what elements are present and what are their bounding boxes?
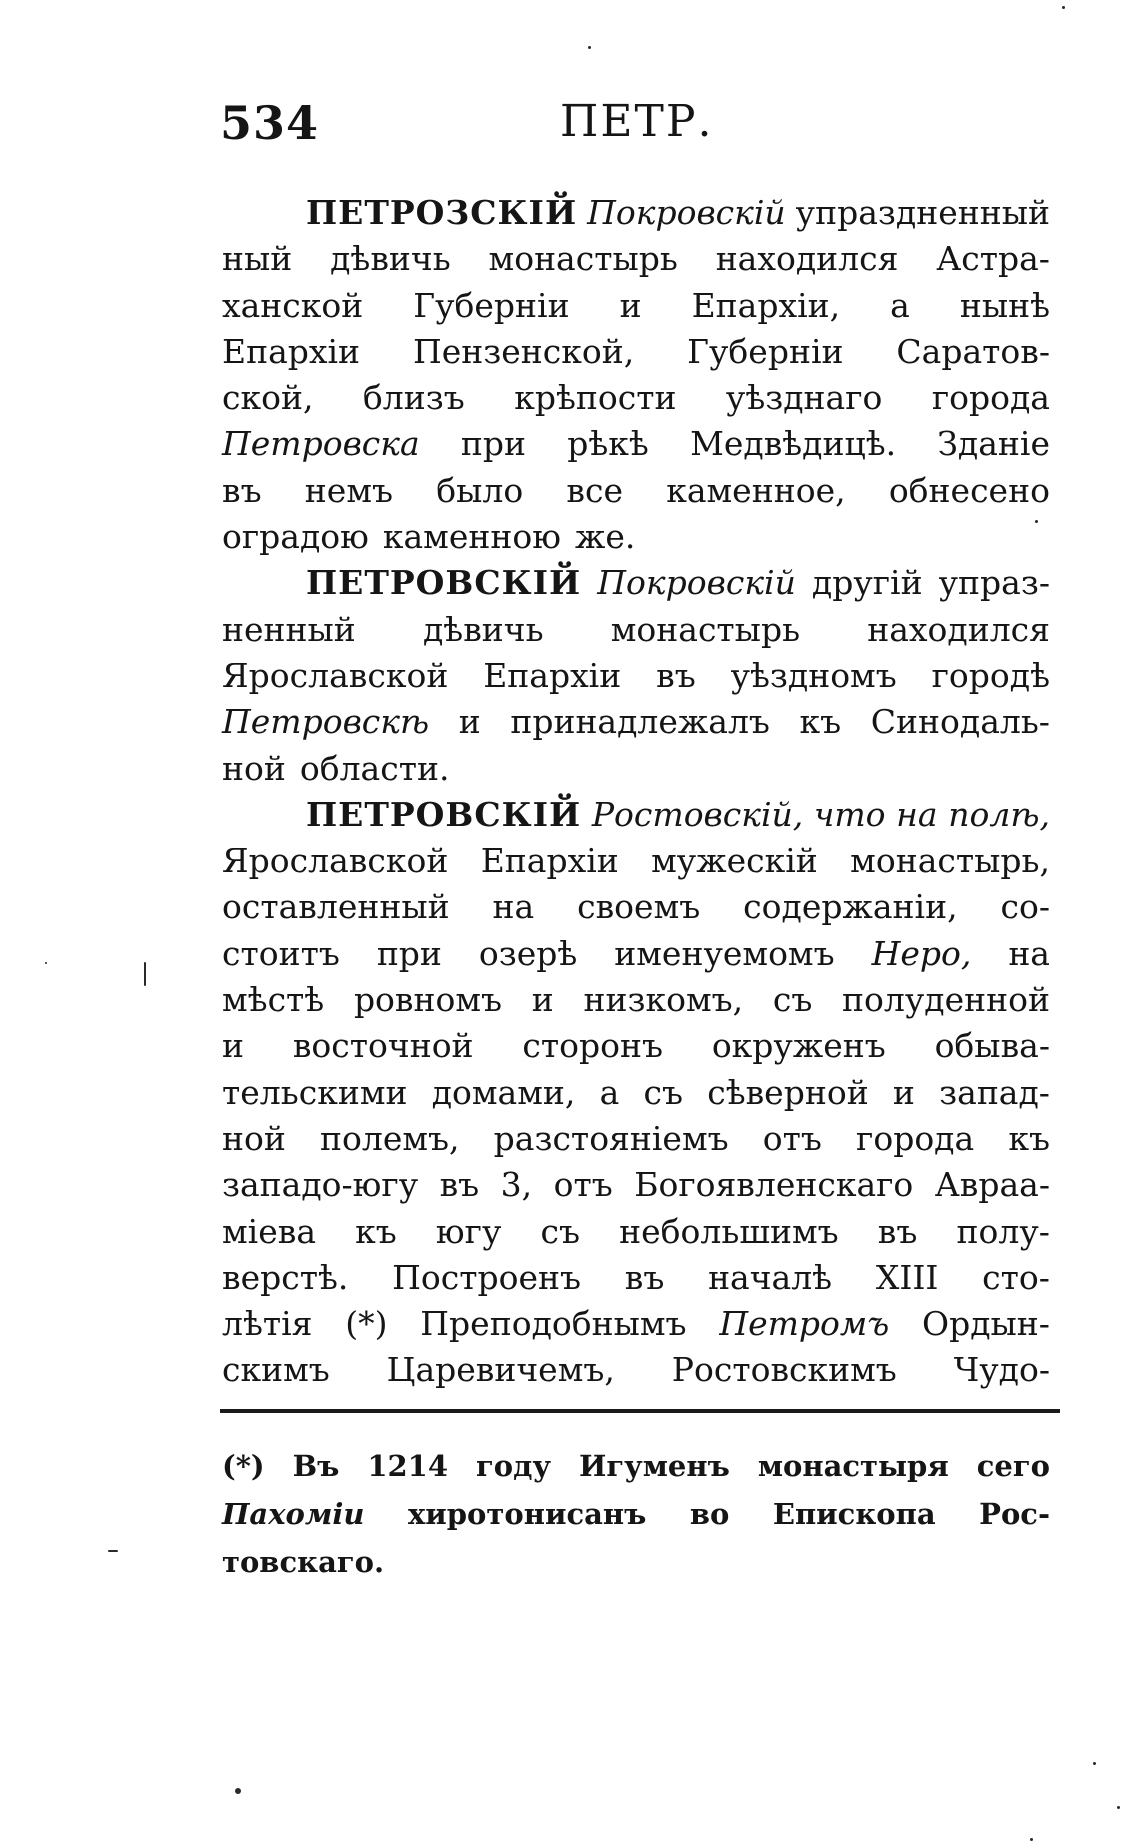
word: домами, <box>431 1072 576 1112</box>
word: немъ <box>304 470 393 510</box>
word: Губерніи <box>687 331 844 371</box>
text-line <box>222 1162 1050 1208</box>
text-line <box>222 468 1050 514</box>
word: Епископа <box>772 1497 936 1531</box>
word: скимъ <box>222 1350 330 1390</box>
text-line <box>222 421 1050 467</box>
word: Зданіе <box>937 424 1050 464</box>
word: своемъ <box>577 887 701 927</box>
word: мужескій <box>651 841 818 881</box>
scan-speck <box>1093 1762 1096 1765</box>
word: въ <box>439 1165 480 1205</box>
word: 3, <box>500 1165 533 1205</box>
word: Епархіи <box>480 841 619 881</box>
word: міева <box>222 1211 317 1251</box>
text-line <box>222 375 1050 421</box>
text-line <box>222 236 1050 282</box>
text-line <box>222 1023 1050 1069</box>
word: съ <box>772 980 813 1020</box>
text-line <box>222 190 1050 236</box>
text-line <box>222 514 1050 560</box>
word: что <box>813 794 886 834</box>
word: западо-югу <box>222 1165 419 1205</box>
place-name: Петровска <box>222 424 420 464</box>
entry-subtitle: Ростовскій, <box>591 794 804 834</box>
person-name: Пахоміи <box>222 1497 365 1531</box>
word: близъ <box>362 378 465 418</box>
word: Епархіи <box>483 655 622 695</box>
word: отъ <box>762 1118 822 1158</box>
entry-heading: ПЕТРОВСКІЙ <box>306 794 582 834</box>
word: и <box>458 702 481 742</box>
text-line <box>222 884 1050 930</box>
word: Построенъ <box>392 1257 582 1297</box>
word: XIII <box>875 1257 939 1297</box>
entry-petrovsky-rostovsky <box>222 792 1050 1394</box>
word: оставленный <box>222 887 450 927</box>
word: Ростовскимъ <box>671 1350 897 1390</box>
word: при <box>376 933 442 973</box>
scan-speck <box>1117 1806 1120 1809</box>
word: а <box>599 1072 620 1112</box>
text-line <box>222 838 1050 884</box>
word: лѣтія <box>222 1304 313 1344</box>
word: въ <box>222 470 262 510</box>
text-line <box>222 1347 1050 1393</box>
text-line <box>222 1255 1050 1301</box>
text-line <box>222 1442 1050 1490</box>
word: году <box>476 1449 552 1483</box>
word: Саратов- <box>896 331 1050 371</box>
word: на <box>896 794 938 834</box>
word: въ <box>877 1211 918 1251</box>
word: разстояніемъ <box>493 1118 729 1158</box>
word: къ <box>799 702 842 742</box>
word: городѣ <box>931 655 1050 695</box>
word: югу <box>435 1211 502 1251</box>
word: хиротонисанъ <box>407 1497 647 1531</box>
footnote-marker: (*) <box>345 1304 388 1344</box>
word: при <box>460 424 527 464</box>
word: сто- <box>982 1257 1050 1297</box>
scan-speck <box>144 962 146 986</box>
word: дѣвичь <box>330 239 451 279</box>
word: и <box>892 1072 915 1112</box>
word: Въ <box>292 1449 340 1483</box>
word: монастыря <box>757 1449 949 1483</box>
word: упраз- <box>938 563 1050 603</box>
word: Игуменъ <box>578 1449 730 1483</box>
word: на <box>1008 933 1050 973</box>
word: въ <box>656 655 696 695</box>
word: озерѣ <box>478 933 578 973</box>
word: на <box>492 887 535 927</box>
entry-subtitle: Покровскій <box>587 193 786 232</box>
word: низкомъ, <box>583 980 744 1020</box>
footnote-rule <box>220 1409 1060 1413</box>
word: въ <box>624 1257 665 1297</box>
word: находился <box>715 239 899 279</box>
word: Ярославской <box>222 841 449 881</box>
text-line <box>222 1538 1050 1586</box>
word: монастырь <box>610 609 801 649</box>
text-line <box>222 792 1050 838</box>
word: Пензенской, <box>412 331 635 371</box>
scan-speck <box>1062 6 1065 9</box>
word: ровномъ <box>353 980 503 1020</box>
word: нынѣ <box>959 285 1050 325</box>
body-text <box>222 190 1050 1394</box>
word: и <box>222 1026 244 1066</box>
word: а <box>890 285 910 325</box>
word: уѣзднаго <box>725 378 883 418</box>
word: уѣздномъ <box>730 655 897 695</box>
footnote <box>222 1442 1050 1586</box>
word: Астра- <box>936 239 1050 279</box>
text-line <box>222 977 1050 1023</box>
word: принадлежалъ <box>510 702 770 742</box>
text-line <box>222 653 1050 699</box>
scan-speck <box>588 46 591 49</box>
word: Авраа- <box>934 1165 1050 1205</box>
word: полуденной <box>842 980 1050 1020</box>
place-name: Неро, <box>871 933 972 973</box>
page-number: 534 <box>220 96 320 150</box>
word: восточной <box>292 1026 474 1066</box>
word: сѣверной <box>707 1072 869 1112</box>
word: Чудо- <box>953 1350 1050 1390</box>
word: полу- <box>956 1211 1050 1251</box>
scan-speck <box>108 1550 118 1552</box>
person-name: Петромъ <box>719 1304 890 1344</box>
word: и <box>531 980 554 1020</box>
word: же. <box>574 517 636 557</box>
text-line <box>222 1209 1050 1255</box>
word: области. <box>299 748 450 788</box>
word: Рос- <box>979 1497 1050 1531</box>
word: каменною <box>382 517 561 557</box>
word: небольшимъ <box>619 1211 839 1251</box>
scan-speck <box>1035 520 1038 523</box>
word: запад- <box>939 1072 1050 1112</box>
word: мѣстѣ <box>222 980 325 1020</box>
word: товскаго. <box>222 1545 385 1579</box>
word: во <box>689 1497 730 1531</box>
place-name: Петровскѣ <box>222 702 430 742</box>
word: обыва- <box>934 1026 1050 1066</box>
word: все <box>566 470 623 510</box>
word: верстѣ. <box>222 1257 349 1297</box>
text-line <box>222 1070 1050 1116</box>
footnote-marker: (*) <box>222 1449 265 1483</box>
word: упраздненный <box>795 193 1050 232</box>
word: Епархіи <box>222 331 361 371</box>
entry-petrovsky-pokrovsky <box>222 560 1050 791</box>
word: крѣпости <box>514 378 677 418</box>
word: города <box>931 378 1050 418</box>
text-line <box>222 1116 1050 1162</box>
word: Богоявленскаго <box>634 1165 914 1205</box>
text-line <box>222 1301 1050 1347</box>
word: оградою <box>222 517 369 557</box>
word: было <box>436 470 524 510</box>
scan-speck <box>235 1788 241 1794</box>
word: къ <box>1008 1118 1050 1158</box>
word: сего <box>976 1449 1050 1483</box>
text-line <box>222 699 1050 745</box>
text-line <box>222 746 1050 792</box>
word: находился <box>867 609 1050 649</box>
entry-heading: ПЕТРОВСКІЙ <box>306 563 582 603</box>
word: началѣ <box>708 1257 833 1297</box>
word: ной <box>222 1118 286 1158</box>
word: съ <box>643 1072 683 1112</box>
word: Губерніи <box>413 285 570 325</box>
word: дѣвичь <box>422 609 544 649</box>
word: рѣкѣ <box>567 424 649 464</box>
word: города <box>856 1118 975 1158</box>
word: полѣ, <box>948 794 1050 834</box>
word: каменное, <box>666 470 846 510</box>
word: тельскими <box>222 1072 408 1112</box>
word: ханской <box>222 285 364 325</box>
word: Синодаль- <box>870 702 1050 742</box>
word: Епархіи, <box>691 285 841 325</box>
word: монастырь, <box>850 841 1050 881</box>
word: Ярославской <box>222 655 449 695</box>
word: Царевичемъ, <box>386 1350 615 1390</box>
word: содержаніи, <box>743 887 958 927</box>
entry-subtitle: Покровскій <box>597 563 796 603</box>
word: съ <box>540 1211 580 1251</box>
word: ненный <box>222 609 356 649</box>
word: Ордын- <box>922 1304 1050 1344</box>
word: со- <box>1000 887 1050 927</box>
word: 1214 <box>367 1449 449 1483</box>
word: стоитъ <box>222 933 340 973</box>
word: Медвѣдицѣ. <box>690 424 897 464</box>
running-head: ПЕТР. <box>560 96 714 147</box>
text-line <box>222 329 1050 375</box>
word: обнесено <box>888 470 1050 510</box>
word: ной <box>222 748 286 788</box>
word: окруженъ <box>711 1026 886 1066</box>
word: сторонъ <box>522 1026 663 1066</box>
word: ный <box>222 239 293 279</box>
entry-heading: ПЕТРОЗСКІЙ <box>306 193 578 232</box>
word: ской, <box>222 378 314 418</box>
word: отъ <box>553 1165 613 1205</box>
word: и <box>619 285 642 325</box>
word: Преподобнымъ <box>420 1304 687 1344</box>
word: другій <box>811 563 923 603</box>
scan-speck <box>45 962 47 964</box>
text-line <box>222 1490 1050 1538</box>
text-line <box>222 931 1050 977</box>
word: полемъ, <box>320 1118 460 1158</box>
entry-petrozsky <box>222 190 1050 560</box>
text-line <box>222 560 1050 606</box>
word: именуемомъ <box>614 933 835 973</box>
word: къ <box>355 1211 397 1251</box>
word: монастырь <box>488 239 678 279</box>
text-line <box>222 607 1050 653</box>
text-line <box>222 283 1050 329</box>
page-header <box>220 96 1060 156</box>
